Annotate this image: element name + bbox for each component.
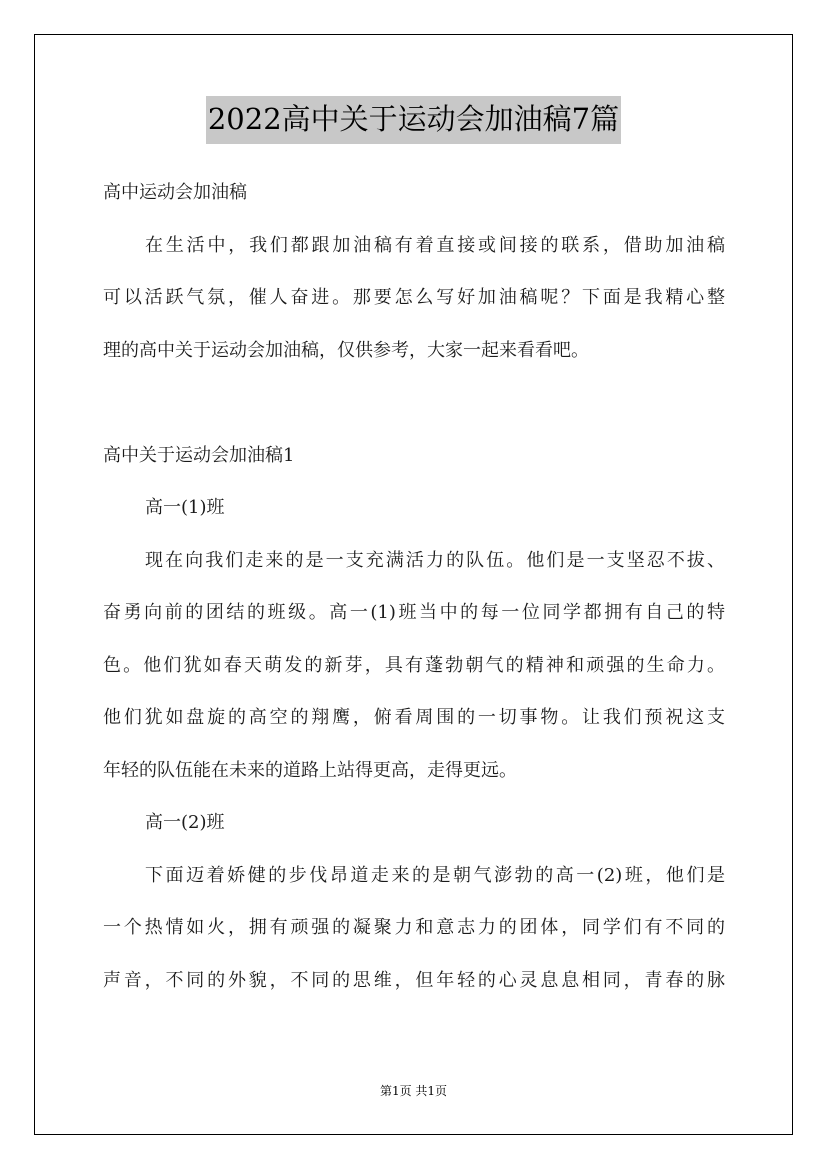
text-line: 高一(2)班: [145, 812, 225, 833]
blank-line: [103, 383, 725, 436]
text-line: 他们犹如盘旋的高空的翔鹰，俯看周围的一切事物。让我们预祝这支: [103, 707, 725, 728]
text-line: 一个热情如火，拥有顽强的凝聚力和意志力的团体，同学们有不同的: [103, 917, 725, 938]
text-line: 在生活中，我们都跟加油稿有着直接或间接的联系，借助加油稿: [145, 234, 725, 256]
title-container: [0, 96, 827, 144]
text-line: 下面迈着娇健的步伐昂道走来的是朝气澎勃的高一(2)班，他们是: [145, 864, 725, 886]
text-line: 色。他们犹如春天萌发的新芽，具有蓬勃朝气的精神和顽强的生命力。: [103, 654, 725, 676]
document-body: [103, 173, 725, 1013]
text-line: 声音，不同的外貌，不同的思维，但年轻的心灵息息相同，青春的脉: [103, 969, 725, 991]
text-line: 理的高中关于运动会加油稿，仅供参考，大家一起来看看吧。: [103, 339, 589, 361]
text-line: 高一(1)班: [145, 497, 225, 518]
page-footer: 第1页 共1页: [379, 1084, 448, 1098]
text-line: 高中运动会加油稿: [103, 182, 247, 203]
text-line: 奋勇向前的团结的班级。高一(1)班当中的每一位同学都拥有自己的特: [103, 602, 725, 623]
text-line: 可以活跃气氛，催人奋进。那要怎么写好加油稿呢？下面是我精心整: [103, 287, 725, 308]
text-line: 高中关于运动会加油稿1: [103, 444, 295, 466]
text-line: 现在向我们走来的是一支充满活力的队伍。他们是一支坚忍不拔、: [145, 549, 725, 571]
document-title: 2022高中关于运动会加油稿7篇: [206, 96, 621, 144]
text-line: 年轻的队伍能在未来的道路上站得更高，走得更远。: [103, 759, 517, 781]
